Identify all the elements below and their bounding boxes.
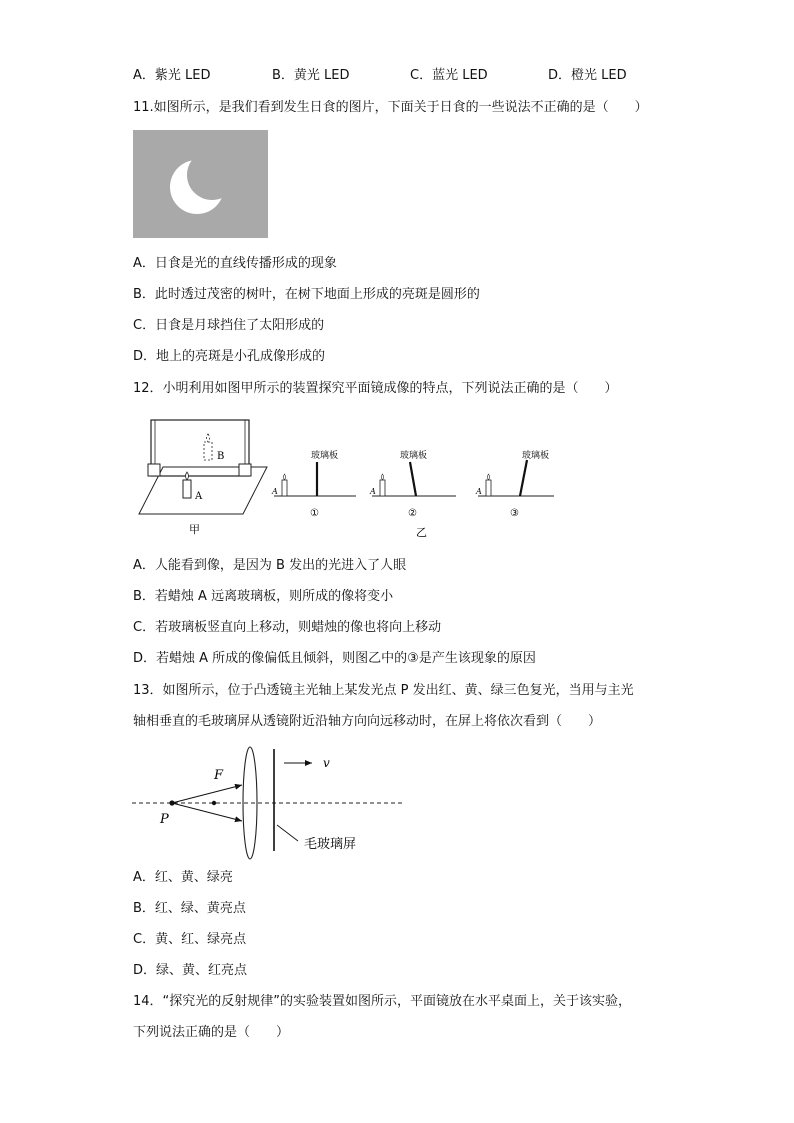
caption-yi: 乙: [416, 526, 427, 539]
q12-option-c: C．若玻璃板竖直向上移动，则蜡烛的像也将向上移动: [133, 620, 442, 635]
label-p: P: [160, 812, 169, 827]
sub-label-3: ③: [510, 508, 519, 519]
q14-stem-line1: 14．“探究光的反射规律”的实验装置如图所示，平面镜放在水平桌面上，关于该实验，: [133, 994, 632, 1009]
crescent-icon: [133, 130, 268, 238]
q13-stem-line2: 轴相垂直的毛玻璃屏从透镜附近沿轴方向向远移动时，在屏上将依次看到（ ）: [133, 714, 602, 729]
q13-option-c: C．黄、红、绿亮点: [133, 932, 247, 947]
convex-lens-figure: [128, 745, 408, 860]
sub-label-2: ②: [408, 508, 417, 519]
q11-stem: 11.如图所示，是我们看到发生日食的图片，下面关于日食的一些说法不正确的是（ ）: [133, 100, 648, 115]
q13-option-b: B．红、绿、黄亮点: [133, 901, 246, 916]
q11-option-b: B．此时透过茂密的树叶，在树下地面上形成的亮斑是圆形的: [133, 287, 480, 302]
q13-option-a: A．红、黄、绿亮: [133, 870, 233, 885]
fig-label-b: B: [217, 451, 225, 462]
screen-label: 毛玻璃屏: [304, 837, 357, 852]
label-v: v: [323, 756, 330, 770]
glass-label-1: 玻璃板: [311, 451, 339, 461]
fig-yi-label-a-2: A: [370, 487, 376, 496]
fig-label-a: A: [195, 491, 203, 502]
solar-eclipse-image: [133, 130, 268, 238]
q10-option-c: C．蓝光 LED: [410, 68, 488, 83]
caption-jia: 甲: [189, 523, 200, 536]
sub-label-1: ①: [310, 508, 319, 519]
glass-orientation-figure-yi: [270, 440, 560, 545]
q14-stem-line2: 下列说法正确的是（ ）: [133, 1025, 290, 1040]
q12-option-b: B．若蜡烛 A 远离玻璃板，则所成的像将变小: [133, 589, 394, 604]
q12-stem: 12．小明利用如图甲所示的装置探究平面镜成像的特点，下列说法正确的是（ ）: [133, 381, 618, 396]
q10-option-b: B．黄光 LED: [272, 68, 350, 83]
q10-option-d: D．橙光 LED: [548, 68, 627, 83]
glass-label-2: 玻璃板: [400, 451, 428, 461]
q11-option-d: D．地上的亮斑是小孔成像形成的: [133, 349, 326, 364]
q13-option-d: D．绿、黄、红亮点: [133, 963, 248, 978]
fig-yi-label-a-1: A: [272, 487, 278, 496]
q11-option-c: C．日食是月球挡住了太阳形成的: [133, 318, 325, 333]
mirror-setup-figure-jia: [133, 412, 273, 542]
label-f: F: [214, 768, 224, 783]
q12-option-d: D．若蜡烛 A 所成的像偏低且倾斜，则图乙中的③是产生该现象的原因: [133, 651, 536, 666]
q11-option-a: A．日食是光的直线传播形成的现象: [133, 256, 337, 271]
fig-yi-label-a-3: A: [476, 487, 482, 496]
q13-stem-line1: 13．如图所示，位于凸透镜主光轴上某发光点 P 发出红、黄、绿三色复光，当用与主光: [133, 683, 634, 698]
q12-option-a: A．人能看到像，是因为 B 发出的光进入了人眼: [133, 558, 407, 573]
q10-option-a: A．紫光 LED: [133, 68, 211, 83]
glass-label-3: 玻璃板: [522, 451, 550, 461]
